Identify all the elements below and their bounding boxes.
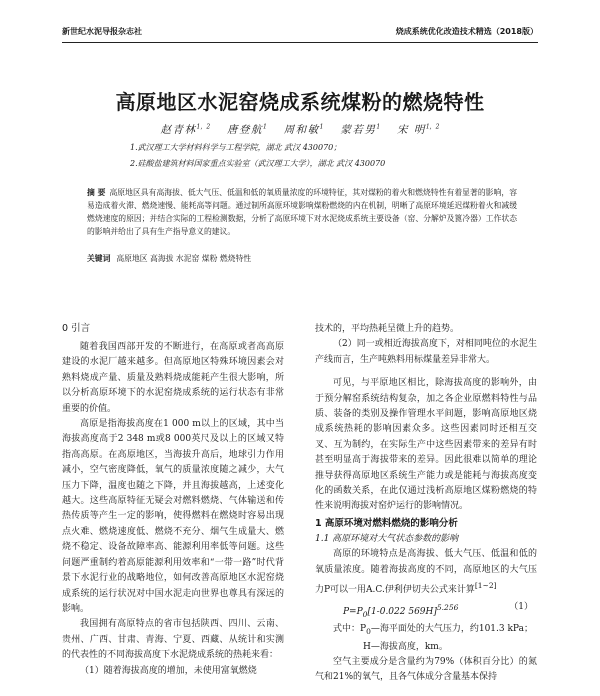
- header-divider: [62, 42, 538, 43]
- right-column: [315, 322, 537, 686]
- paragraph: 高原是指海拔高度在1 000 m以上的区域，其中当海拔高度高于2 348 m或8 000英尺及以上的区域又特指高高原。在高原地区，当海拔升高后，地球引力作用减小，空气密度降低，氧气的质量浓度随之减少，大气压力下降，温度也随之下降，并且海拔越高，上述变化越大。这些高原特征无疑会对燃料燃烧、气体输送和传热传质等产生一定的影响，使得燃料在燃烧时容易出现点火难、燃烧速度低、燃烧不充分、烟气生成量大、燃烧不稳定、设备故障率高、能源利用率低等问题。这些问题严重制约着高原能源利用效率和“一带一路”时代背景下水泥行业的战略地位，如何改善高原地区水泥窑烧成系统的运行状况对中国水泥走向世界也尊具有深远的影响。: [62, 419, 284, 614]
- equation-legend: H—海拔高度，km。: [363, 641, 448, 652]
- header-book-title: 烧成系统优化改造技术精选（2018版）: [395, 27, 538, 36]
- equation-number: （1）: [509, 601, 533, 612]
- section-heading-1: 1 高原环境对燃料燃烧的影响分析: [315, 517, 458, 529]
- keywords-text: 高原地区 高海拔 水泥窑 煤粉 燃烧特性: [116, 254, 252, 263]
- author: 赵青林$^{1,2}$: [160, 123, 211, 136]
- paragraph: 我国拥有高原特点的省市包括陕西、四川、云南、贵州、广西、甘肃、青海、宁夏、西藏、从统计和实测的代表性的不同海拔高度下水泥烧成系统的热耗来看：: [62, 619, 284, 661]
- author-list: [0, 121, 600, 137]
- keywords: [87, 252, 517, 265]
- equation-legend: 式中：$P_0—$海平面处的大气压力，约101.3 kPa；: [333, 624, 533, 637]
- author: 宋 明$^{1,2}$: [397, 123, 440, 136]
- abstract-label: 摘 要: [87, 188, 106, 197]
- paper-title: 高原地区水泥窑烧成系统煤粉的燃烧特性: [115, 90, 485, 114]
- affiliation-1: 1.武汉理工大学材料科学与工程学院，湖北 武汉 430070；: [130, 143, 342, 152]
- abstract-text: 高原地区具有高海拔、低大气压、低温和低的氧质量浓度的环境特征，其对煤粉的着火和燃烧特性有着显著的影响，容易造成着火滞、燃烧速慢、能耗高等问题。通过制所高原环境影响煤粉燃烧的内在机制，明晰了高原环境延迟煤粉着火和减缓燃烧速度的原因；并结合实际的工程检测数据，分析了高原环境下对水泥烧成系统主要设备（窑、分解炉及篦冷器）工作状态的影响并给出了具有生产指导意义的建议。: [87, 188, 517, 237]
- section-heading-intro: 0 引言: [62, 323, 91, 334]
- paragraph: 高原的环境特点是高海拔、低大气压、低温和低的氧质量浓度。随着海拔高度的不同，高原地区的大气压力P可以一用A.C.伊利伊切夫公式来计算[1~2]: [315, 549, 537, 596]
- affiliation-2: 2.硅酸盐建筑材料国家重点实验室（武汉理工大学），湖北 武汉 430070: [130, 159, 386, 168]
- author: 唐登航$^1$: [226, 123, 267, 136]
- paragraph: （2）同一或相近海拔高度下，对相同吨位的水泥生产线而言，生产吨熟料用标煤量差异非常大。: [315, 339, 537, 365]
- author: 周和敏$^1$: [283, 123, 324, 136]
- equation-1: $P=P_0[1-0.022$ 569H]$^{5.256}$ （1）: [315, 599, 537, 623]
- paragraph: 随着我国西部开发的不断进行，在高原或者高高原建设的水泥厂越来越多。但高原地区特殊环境因素会对熟料烧成产量、质量及熟料烧成能耗产生很大影响，所以分析高原环境下的水泥窑烧成系统的运行状态有非常重要的价值。: [62, 342, 284, 414]
- keywords-label: 关键词: [87, 254, 111, 263]
- left-column: [62, 320, 284, 679]
- running-header: [62, 24, 538, 40]
- citation: [1~2]: [474, 581, 497, 591]
- paragraph: 空气主要成分是含量约为79%（体积百分比）的氮气和21%的氧气，且各气体成分含量基本保持: [315, 656, 537, 683]
- paragraph-continued: 技术的，平均热耗呈微上升的趋势。: [315, 324, 460, 334]
- paragraph: 可见，与平原地区相比，除海拔高度的影响外，由于预分解窑系统结构复杂，加之各企业原燃料特性与品质、装备的类别及操作管理水平间题，影响高原地区烧成系统热耗的影响因素众多。这些因素同时还相互交叉、互为制约，在实际生产中这些因素带来的差异有时甚至明显高于海拔带来的差异。因此很难以简单的理论推导获得高原地区系统生产能力或是能耗与海拔高度变化的函数关系，在此仅通过浅析高原地区煤粉燃烧的特性来说明海拔对窑炉运行的影响情况。: [315, 378, 537, 512]
- abstract: [87, 186, 517, 238]
- author: 蒙若男$^1$: [340, 123, 381, 136]
- subsection-heading-1-1: 1.1 高原环境对大气状态参数的影响: [315, 533, 459, 544]
- paragraph: （1）随着海拔高度的增加，未使用富氧燃烧: [80, 665, 257, 676]
- header-publisher: 新世纪水泥导报杂志社: [62, 27, 142, 36]
